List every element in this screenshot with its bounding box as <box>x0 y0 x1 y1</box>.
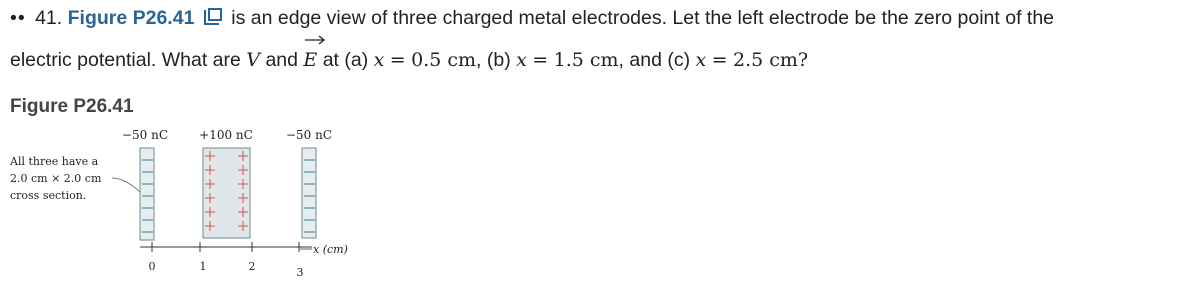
question-text-2: electric potential. What are <box>10 49 241 71</box>
tick-label-3: 3 <box>296 266 304 279</box>
difficulty-dots: •• <box>10 7 26 29</box>
var-x-c: x <box>695 49 707 71</box>
charge-label-middle: +100 nC <box>199 128 253 142</box>
value-b: 1.5 cm <box>553 49 619 71</box>
note-line-1: All three have a <box>10 155 99 168</box>
part-b: , (b) <box>476 49 511 71</box>
value-c: 2.5 cm? <box>732 49 809 71</box>
eq-a: = <box>389 49 406 71</box>
var-x-a: x <box>373 49 385 71</box>
eq-c: = <box>711 49 728 71</box>
electrode-left <box>140 148 154 240</box>
problem-number: 41. <box>35 7 63 29</box>
question-text-1: is an edge view of three charged metal electrodes. Let the left electrode be the zero point of the <box>231 7 1055 29</box>
note-line-3: cross section. <box>10 189 87 202</box>
var-v: V <box>246 49 261 71</box>
tick-label-2: 2 <box>248 260 256 273</box>
charge-label-right: −50 nC <box>285 128 333 142</box>
tick-label-0: 0 <box>148 260 156 273</box>
note-line-2: 2.0 cm × 2.0 cm <box>10 172 102 185</box>
tick-label-1: 1 <box>199 260 207 273</box>
electrode-figure <box>0 0 400 285</box>
value-a: 0.5 cm <box>411 49 477 71</box>
var-x-b: x <box>516 49 527 71</box>
charge-label-left: −50 nC <box>121 128 169 142</box>
figure-link[interactable]: Figure P26.41 <box>67 7 195 29</box>
electrode-right <box>302 148 316 238</box>
axis-label: x (cm) <box>313 243 348 256</box>
note-leader-line <box>112 178 140 192</box>
var-e: E <box>303 49 318 71</box>
text-and: and <box>265 49 298 71</box>
eq-b: = <box>532 49 549 71</box>
figure-title: Figure P26.41 <box>10 96 134 117</box>
text-at: at (a) <box>322 49 369 71</box>
part-c: , and (c) <box>618 49 691 71</box>
